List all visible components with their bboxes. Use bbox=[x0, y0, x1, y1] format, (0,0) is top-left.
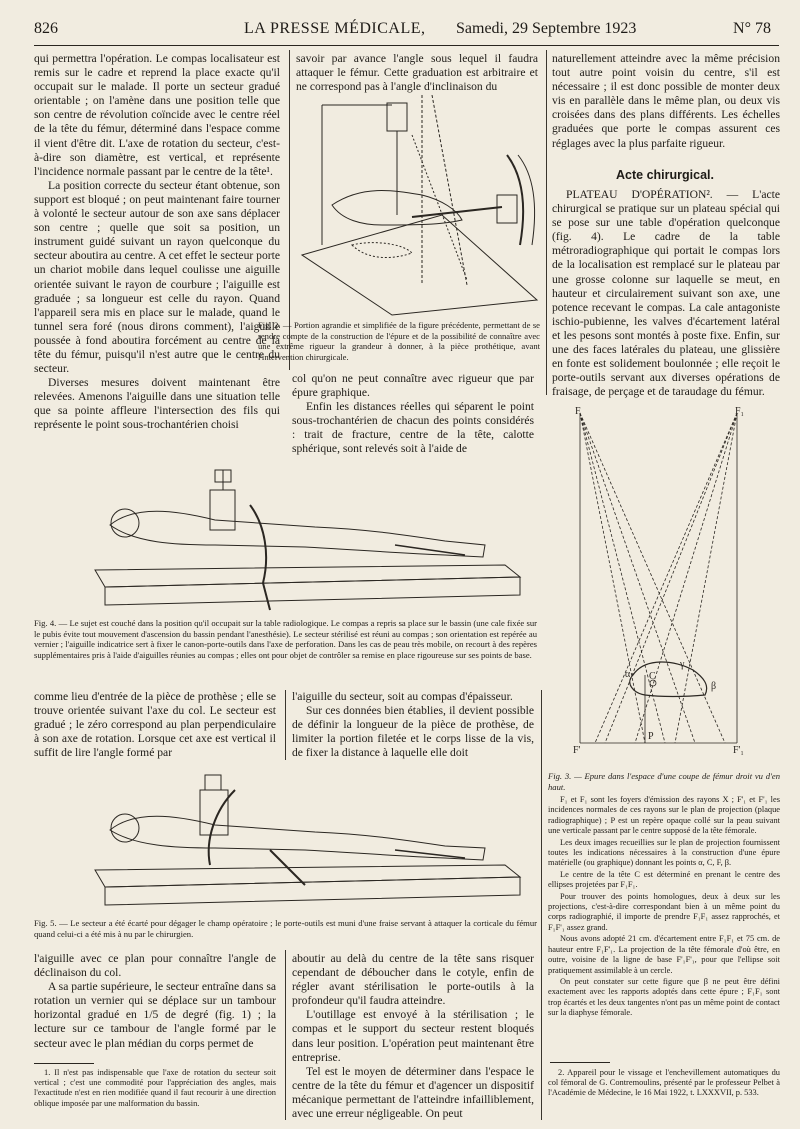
column-2-middle bbox=[292, 372, 534, 457]
column-1-top bbox=[34, 52, 280, 433]
operating-table-top bbox=[95, 865, 520, 887]
paragraph: comme lieu d'entrée de la pièce de prothèse ; elle se trouve orientée suivant l'axe du col. Le secteur est gradué ; le zéro correspond au plan perpendiculaire à son axe de rotation. Lorsque cet axe est vertical il suffit de lire l'angle formé par bbox=[34, 690, 276, 760]
label-f1-prime: F'₁ bbox=[733, 745, 744, 756]
note-text: Le centre de la tête C est déterminé en prenant le centre des ellipses projetées par F₁F₁. bbox=[548, 869, 780, 890]
paragraph: A sa partie supérieure, le secteur entraîne dans sa rotation un vernier qui se déplace sur un tambour horizontal gradué en 1/5 de degré (fig. 1) ; la lecture sur ce tambour de l'angle formé par le secteur avec le plan médian du corps permet de bbox=[34, 980, 276, 1050]
column-divider bbox=[285, 690, 286, 760]
label-gamma: γ bbox=[680, 659, 685, 670]
caption-text: Fig. 2. — Portion agrandie et simplifiée de la figure précédente, permettant de se rendre compte de la construction de l'épure et de la possibilité de connaître avec une extrême rigueur la grandeur à donner, à la pièce prothétique, avant l'intervention chirurgicale. bbox=[258, 320, 540, 362]
column-divider bbox=[541, 690, 542, 1120]
operating-table-side bbox=[105, 577, 520, 605]
compass-column bbox=[200, 790, 228, 835]
column-2-middle-2 bbox=[292, 690, 534, 760]
figure-3-caption bbox=[548, 771, 780, 792]
label-alpha: α bbox=[625, 669, 631, 680]
paragraph: L'outillage est envoyé à la stérilisation ; le compas et le support du secteur restent bloqués dans leur position. L'opération peut maintenant être entreprise. bbox=[292, 1008, 534, 1064]
operating-table-top bbox=[95, 565, 520, 587]
figure-2-caption bbox=[258, 320, 540, 362]
paragraph: La position correcte du secteur étant obtenue, son support est bloqué ; on peut maintenant faire tourner à volonté le secteur autour de son axe sans déplacer son centre ; quelle que soit sa position, un instrument guidé suivant un rayon quelconque du secteur aboutira au centre. A cet effet le secteur porte un chariot mobile dans lequel coulisse une aiguille orientée suivant le rayon de courbure ; l'aiguille est graduée ; sa longueur est celle du rayon. Quand l'appareil sera mis en place sur le malade, quand le tunnel sera foré (nous dirons comment), l'aiguille poussée à fond aboutira forcément au centre de la tête du fémur, puisqu'il n'est autre que le centre du secteur. bbox=[34, 178, 280, 376]
caption-text: Fig. 4. — Le sujet est couché dans la position qu'il occupait sur la table radiologique. Le compas a repris sa place sur le bassin (une cale fixée sur le pubis évite tout mouvement d'ascension du bassin pendant l'anesthésie). Le secteur stérilisé est réuni au compas ; son orientation est repérée au vernier ; l'aiguille indicatrice sert à fixer le canon-porte-outils dans l'axe de perforation. Dans les cas de peau très mobile, on recourt à des repères supplémentaires pris à l'aide d'aiguilles réunies au compas ; elles ont pour objet de contrôler sa remise en place rigoureuse sur ses points de base. bbox=[34, 618, 537, 660]
label-beta: β bbox=[711, 681, 717, 692]
paragraph: Sur ces données bien établies, il devient possible de définir la longueur de la pièce de prothèse, de limiter la portion filetée et le corps lisse de la vis, de fixer la distance à laquelle elle doit bbox=[292, 704, 534, 760]
paragraph: Diverses mesures doivent maintenant être relevées. Amenons l'aiguille dans une situation telle que sa pointe affleure l'intersection des fils qui représente le point sous-trochantérien choisi bbox=[34, 376, 280, 432]
guide-needle bbox=[412, 207, 502, 217]
column-2-top bbox=[296, 52, 538, 94]
issue-date: Samedi, 29 Septembre 1923 bbox=[456, 20, 637, 37]
paragraph: l'aiguille avec ce plan pour connaître l'angle de déclinaison du col. bbox=[34, 952, 276, 980]
figure-3-diagram bbox=[545, 405, 782, 770]
compass-column bbox=[210, 490, 235, 530]
label-f-prime: F' bbox=[573, 745, 581, 756]
femur-section bbox=[630, 662, 707, 697]
graduated-sector bbox=[250, 505, 266, 583]
label-f1: F₁ bbox=[735, 406, 745, 417]
note-text: Les deux images recueillies sur le plan de projection fournissent toutes les indications nécessaires à la construction d'une épure matérielle (ou graphique) donnant les points α, C, F, β. bbox=[548, 837, 780, 868]
ray-line bbox=[580, 413, 695, 743]
column-2-bottom bbox=[292, 952, 534, 1121]
label-f: F bbox=[575, 406, 581, 417]
paragraph: l'aiguille du secteur, soit au compas d'épaisseur. bbox=[292, 690, 513, 703]
ray-line bbox=[580, 413, 645, 743]
paragraph: Tel est le moyen de déterminer dans l'espace le centre de la tête du fémur et d'agencer un dispositif mécanique permettant de l'atteindre infailliblement, avec une erreur négligeable. On peut bbox=[292, 1064, 534, 1121]
figure-5-caption bbox=[34, 918, 537, 939]
ray-line bbox=[635, 413, 737, 743]
retracted-sector bbox=[209, 790, 235, 865]
footnote-rule bbox=[550, 1062, 610, 1063]
note-text: Nous avons adopté 21 cm. d'écartement entre F₁F₁ et 75 cm. de hauteur entre F₁F'₁. La projection de la tête fémorale d'où être, en outre, voisine de la ligne de base F'₁F'₁, pour que l'ellipse soit pratiquement assimilable à un cercle. bbox=[548, 934, 780, 975]
paragraph: aboutir au delà du centre de la tête sans risquer cependant de déboucher dans le cotyle, enfin de régler avant stérilisation le porte-outils à la profondeur qu'il faudra atteindre. bbox=[292, 952, 534, 1008]
paragraph: naturellement atteindre avec la même précision tout autre point voisin du centre, s'il est nécessaire ; il est donc possible de monter deux vis en parallèle dans le même plan, ou deux vis croisées dans des plans différents. Les échelles graduées que porte le compas assurent ces réglages avec la plus parfaite rigueur. bbox=[552, 52, 780, 150]
tool-holder bbox=[263, 583, 270, 610]
base-plate bbox=[302, 215, 537, 315]
column-divider bbox=[546, 50, 547, 395]
note-text: F₁ et F₁ sont les foyers d'émission des rayons X ; F'₁ et F'₁ les incidences normales de ces rayons sur le plan de projection (plaque radiographique) ; P est un repère opaque collé sur la peau suivant une verticale passant par le centre supposé de la tête fémorale. bbox=[548, 795, 780, 836]
compass-top bbox=[205, 775, 221, 790]
column-divider bbox=[285, 950, 286, 1120]
footnote-2 bbox=[548, 1068, 780, 1101]
paragraph: col qu'on ne peut connaître avec rigueur que par épure graphique. bbox=[292, 372, 534, 400]
figure-5-drawing bbox=[65, 770, 530, 915]
operating-table-side bbox=[105, 877, 520, 905]
paragraph: Enfin les distances réelles qui séparent le point sous-trochantérien de chacun des points considérés : trait de fracture, centre de la tête, calotte sphérique, sont relevés soit à l'aide de bbox=[292, 400, 534, 456]
femur-projection bbox=[352, 243, 412, 258]
graduated-sector-edge bbox=[518, 155, 535, 245]
page-number: 826 bbox=[34, 20, 58, 37]
section-heading: Acte chirurgical. bbox=[616, 168, 714, 182]
ray-line bbox=[580, 413, 725, 743]
graduated-sector bbox=[507, 155, 523, 245]
column-1-middle bbox=[34, 690, 276, 760]
footnote-text: 2. Appareil pour le vissage et l'enchevillement automatiques du col fémoral de G. Contremoulins, présenté par le professeur Pelbet à l'Académie de Médecine, le 16 Mai 1922, t. LXXXVII, p. 533. bbox=[548, 1068, 780, 1098]
figure-2-drawing bbox=[292, 95, 544, 320]
figure-4-drawing bbox=[65, 465, 530, 615]
caption-text: Fig. 3. — Epure dans l'espace d'une coupe de fémur droit vu d'en haut. bbox=[548, 771, 780, 792]
label-p: P bbox=[648, 731, 654, 742]
column-3-top bbox=[552, 52, 780, 151]
label-c: C bbox=[649, 671, 656, 682]
projection-line bbox=[432, 95, 467, 285]
footnote-text: 1. Il n'est pas indispensable que l'axe de rotation du secteur soit vertical ; c'est une commodité pour l'appréciation des angles, mais l'exactitude n'est en rien modifiée quand il faut recourir à une direction oblique imposée par une malformation du bassin. bbox=[34, 1068, 276, 1108]
header-rule bbox=[34, 45, 779, 46]
ray-line bbox=[605, 413, 737, 743]
issue-number: N° 78 bbox=[733, 20, 771, 37]
paragraph: PLATEAU D'OPÉRATION². — L'acte chirurgical se pratique sur un plateau spécial qui se pose sur une table d'opération quelconque (fig. 4). Le cadre de la table métroradiographique qui portait le compas lors de la localisation est remplacé sur le plateau par une grosse colonne sur laquelle se meut, en hauteur et circulairement suivant son axe, une potence recevant le compas. La cale antagoniste ischio-pubienne, les valves d'écartement latéral et les pesons sont montés à poste fixe. Enfin, sur une des faces latérales du plateau, une glissière en fonte est solidement boulonnée ; elle reçoit le porte-outils servant aux diverses opérations de fraisage, de perçage et de taraudage du fémur. bbox=[552, 188, 780, 399]
sector-carriage bbox=[497, 195, 517, 223]
ray-line bbox=[595, 413, 737, 743]
figure-4-caption bbox=[34, 618, 537, 660]
note-text: On peut constater sur cette figure que β ne peut être défini exactement avec les rapports adoptés dans cette épure ; F₁F₁ sont trop écartés et les deux tangentes n'ont pas un même point de contact sur la diaphyse fémorale. bbox=[548, 976, 780, 1018]
projection-line bbox=[412, 135, 467, 280]
column-1-bottom bbox=[34, 952, 276, 1051]
paragraph: savoir par avance l'angle sous lequel il faudra attaquer le fémur. Cette graduation est arbitraire et ne correspond pas à l'angle d'inclinaison du bbox=[296, 52, 538, 94]
journal-title: LA PRESSE MÉDICALE, bbox=[244, 20, 426, 37]
footnote-rule bbox=[34, 1063, 94, 1064]
caption-text: Fig. 5. — Le secteur a été écarté pour dégager le champ opératoire ; le porte-outils est muni d'une fraise servant à attaquer la corticale du fémur quand celui-ci a été mis à nu par le chirurgien. bbox=[34, 918, 537, 939]
paragraph: qui permettra l'opération. Le compas localisateur est remis sur le cadre et reprend la place exacte qu'il occupait sur le malade. Il porte un secteur gradué orientable ; on l'amène dans une position telle que son centre de révolution coïncide avec le centre réel de la tête du fémur, déterminé dans l'espace comme il vient d'être dit. L'axe de rotation du secteur, c'est-à-dire son diamètre, est vertical, et représente l'incidence normale passant par le centre de la tête¹. bbox=[34, 52, 280, 178]
column-3-section bbox=[552, 188, 780, 399]
leg-support bbox=[395, 850, 465, 858]
compass-head bbox=[387, 103, 407, 131]
figure-3-notes bbox=[548, 795, 780, 1020]
note-text: Pour trouver des points homologues, deux à deux sur les projections, c'est-à-dire correspondant bien à un même point du corps radiographié, il importe de prendre F₁F₁ assez rapprochés, et F₁F'₁ assez grand. bbox=[548, 891, 780, 932]
footnote-1 bbox=[34, 1068, 276, 1111]
page-header bbox=[34, 20, 779, 42]
